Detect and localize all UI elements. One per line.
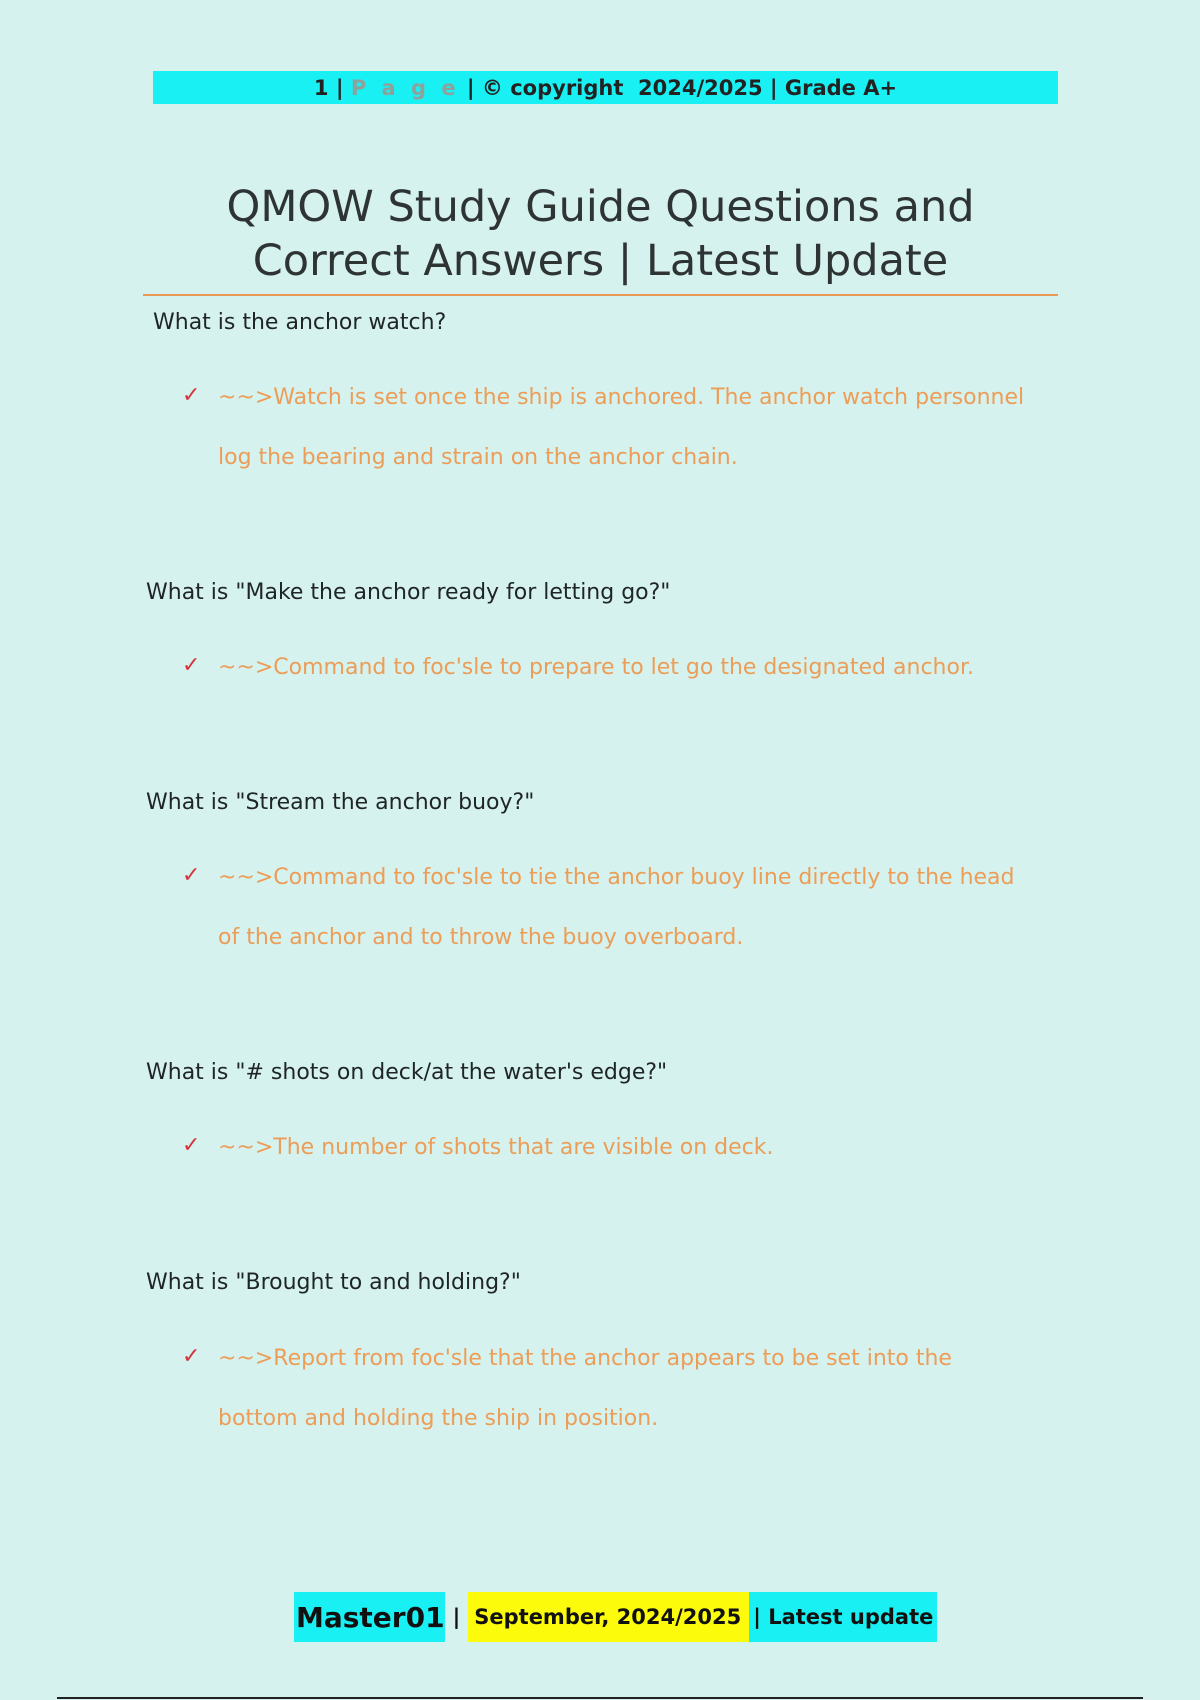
copyright-text: © copyright 2024/2025 xyxy=(481,75,763,100)
question-4: What is "# shots on deck/at the water's edge?" xyxy=(146,1060,668,1085)
answer-1: ~~>Watch is set once the ship is anchored. The anchor watch personnel log the bearing and strain on the anchor chain. xyxy=(218,385,1025,470)
footer-divider xyxy=(57,1697,1143,1699)
page-label: P a g e xyxy=(350,75,460,100)
title-line-1: QMOW Study Guide Questions and xyxy=(226,182,975,232)
page-footer xyxy=(294,1592,937,1642)
title-line-2: Correct Answers | Latest Update xyxy=(252,236,949,286)
check-icon: ✓ xyxy=(182,383,201,408)
answer-4: ~~>The number of shots that are visible on deck. xyxy=(218,1135,774,1160)
footer-date: September, 2024/2025 xyxy=(468,1592,749,1642)
footer-author: Master01 xyxy=(294,1592,445,1642)
footer-separator: | xyxy=(445,1592,469,1642)
answer-5: ~~>Report from foc'sle that the anchor appears to be set into the bottom and holding the ship in position. xyxy=(218,1346,952,1431)
page-title xyxy=(143,180,1058,288)
check-icon: ✓ xyxy=(182,1344,201,1369)
question-1: What is the anchor watch? xyxy=(153,310,447,335)
page-header: 1 | P a g e | © copyright 2024/2025 | Grade A+ xyxy=(153,71,1058,104)
page-number: 1 xyxy=(313,75,329,100)
question-5: What is "Brought to and holding?" xyxy=(146,1270,521,1295)
check-icon: ✓ xyxy=(182,863,201,888)
title-divider xyxy=(143,294,1058,296)
check-icon: ✓ xyxy=(182,653,201,678)
question-3: What is "Stream the anchor buoy?" xyxy=(146,790,535,815)
check-icon: ✓ xyxy=(182,1133,201,1158)
footer-latest-update: | Latest update xyxy=(749,1592,937,1642)
answer-3: ~~>Command to foc'sle to tie the anchor buoy line directly to the head of the anchor and to throw the buoy overboard. xyxy=(218,865,1015,950)
answer-2: ~~>Command to foc'sle to prepare to let go the designated anchor. xyxy=(218,655,974,680)
question-2: What is "Make the anchor ready for letting go?" xyxy=(146,580,671,605)
grade-text: Grade A+ xyxy=(784,75,898,100)
